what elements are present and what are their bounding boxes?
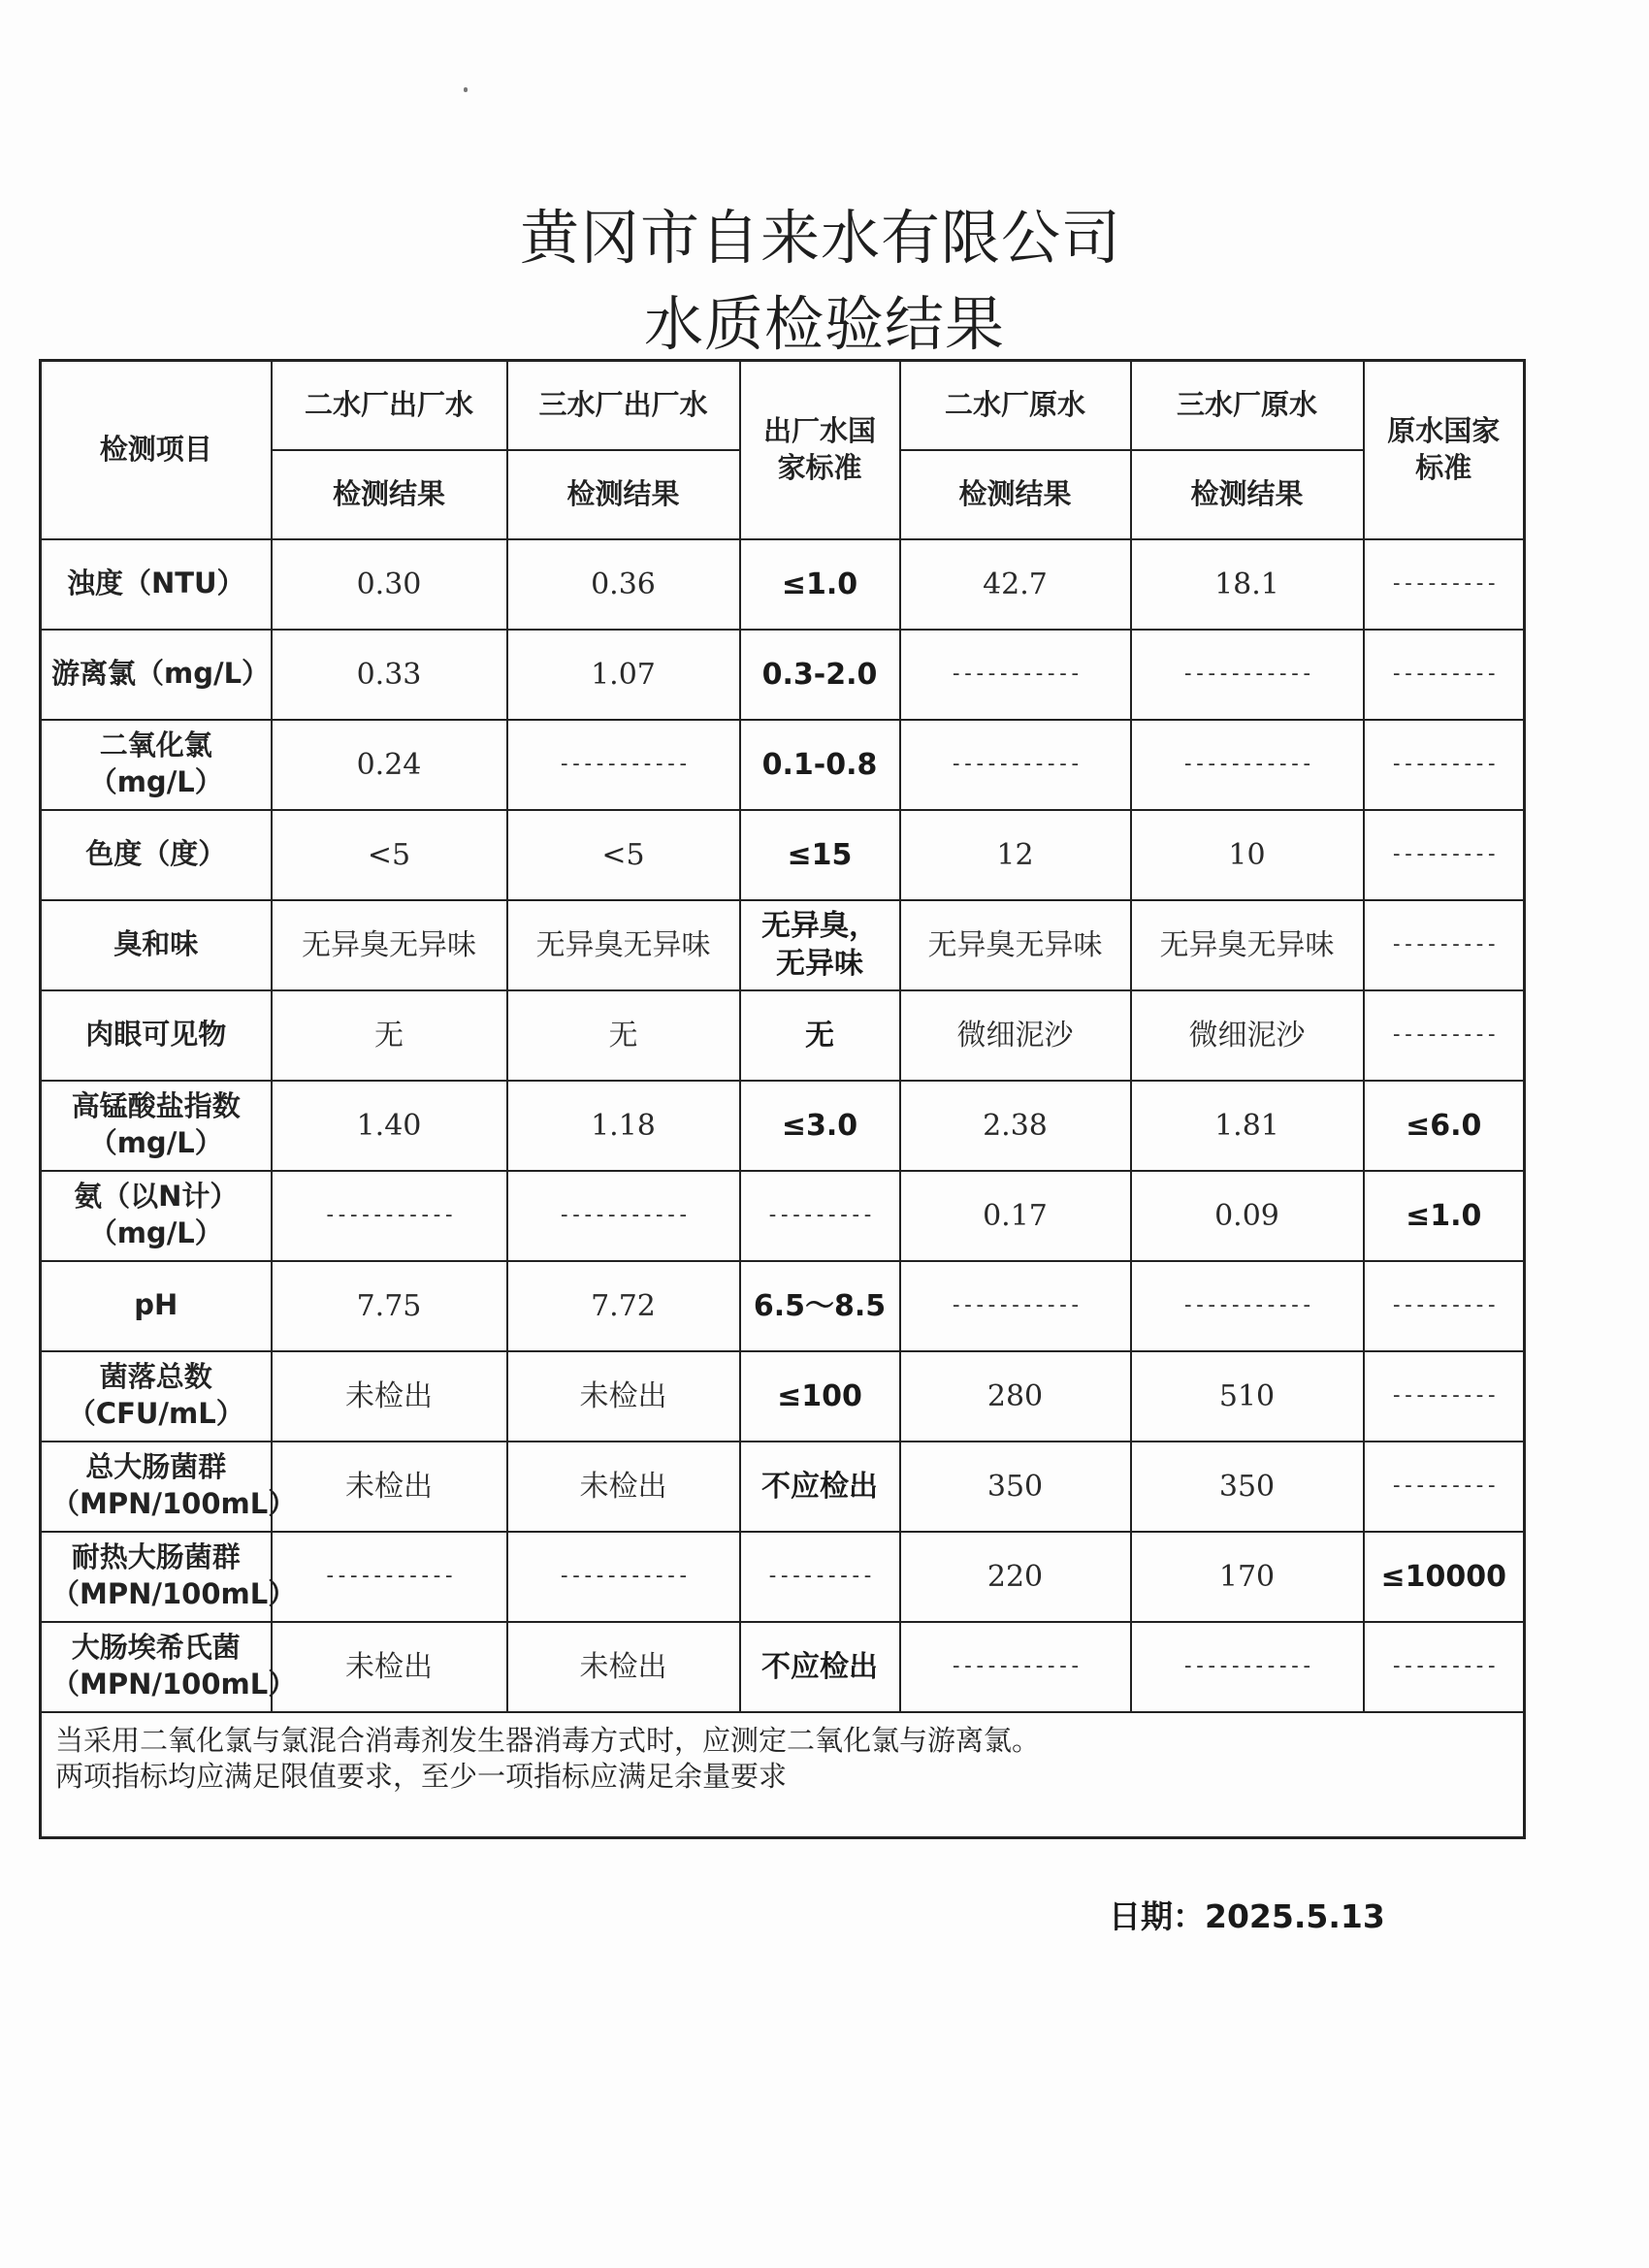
plant2-treated-value: 未检出: [272, 1442, 507, 1532]
plant3-treated-value: -----------: [507, 1532, 740, 1622]
treated-standard-value: ≤3.0: [740, 1081, 900, 1171]
plant2-treated-value: 7.75: [272, 1261, 507, 1351]
plant2-treated-value: -----------: [272, 1532, 507, 1622]
note-line-1: 当采用二氧化氯与氯混合消毒剂发生器消毒方式时，应测定二氧化氯与游离氯。: [55, 1723, 1041, 1757]
plant3-treated-value: 1.18: [507, 1081, 740, 1171]
table-row: [41, 539, 1525, 630]
plant2-raw-value: 12: [900, 810, 1131, 900]
item-name: 高锰酸盐指数（mg/L）: [41, 1081, 272, 1171]
treated-standard-value: ---------: [740, 1171, 900, 1261]
raw-standard-value: ≤6.0: [1364, 1081, 1525, 1171]
treated-standard-value: 0.1-0.8: [740, 720, 900, 810]
plant2-raw-value: 无异臭无异味: [900, 900, 1131, 990]
treated-standard-value: 不应检出: [740, 1622, 900, 1712]
note-row: [41, 1712, 1525, 1838]
table-row: [41, 810, 1525, 900]
plant2-raw-value: -----------: [900, 630, 1131, 720]
table-row: [41, 990, 1525, 1081]
table-row: [41, 900, 1525, 990]
table-row: [41, 1442, 1525, 1532]
treated-standard-value: 不应检出: [740, 1442, 900, 1532]
item-name: 色度（度）: [41, 810, 272, 900]
plant2-raw-value: -----------: [900, 1261, 1131, 1351]
item-name: 肉眼可见物: [41, 990, 272, 1081]
plant2-treated-value: 1.40: [272, 1081, 507, 1171]
plant2-raw-value: 350: [900, 1442, 1131, 1532]
raw-standard-value: ---------: [1364, 990, 1525, 1081]
treated-standard-value: 无: [740, 990, 900, 1081]
plant3-raw-value: 170: [1131, 1532, 1364, 1622]
treated-standard-value: 无异臭，无异味: [740, 900, 900, 990]
scan-speck: [464, 87, 468, 92]
plant3-raw-value: 0.09: [1131, 1171, 1364, 1261]
plant2-raw-value: -----------: [900, 1622, 1131, 1712]
plant2-treated-value: 无异臭无异味: [272, 900, 507, 990]
note-cell: [41, 1712, 1525, 1838]
plant3-raw-value: -----------: [1131, 630, 1364, 720]
report-date: 日期：2025.5.13: [1109, 1897, 1385, 1935]
plant2-treated-value: 0.30: [272, 539, 507, 630]
plant3-treated-value: 未检出: [507, 1351, 740, 1442]
plant2-raw-value: 280: [900, 1351, 1131, 1442]
raw-standard-value: ---------: [1364, 1622, 1525, 1712]
raw-standard-value: ---------: [1364, 810, 1525, 900]
plant3-treated-value: <5: [507, 810, 740, 900]
table-row: [41, 1351, 1525, 1442]
treated-standard-value: ≤15: [740, 810, 900, 900]
plant2-treated-value: 无: [272, 990, 507, 1081]
header-result: 检测结果: [900, 450, 1131, 539]
raw-standard-value: ---------: [1364, 539, 1525, 630]
plant2-treated-value: 0.24: [272, 720, 507, 810]
plant3-raw-value: 微细泥沙: [1131, 990, 1364, 1081]
raw-standard-value: ---------: [1364, 900, 1525, 990]
item-name: 游离氯（mg/L）: [41, 630, 272, 720]
table-row: [41, 1532, 1525, 1622]
table-row: [41, 1622, 1525, 1712]
raw-standard-value: ---------: [1364, 1351, 1525, 1442]
item-name: pH: [41, 1261, 272, 1351]
raw-standard-value: ≤10000: [1364, 1532, 1525, 1622]
plant3-treated-value: 无: [507, 990, 740, 1081]
plant2-treated-value: -----------: [272, 1171, 507, 1261]
header-item: 检测项目: [41, 361, 272, 539]
note-line-2: 两项指标均应满足限值要求，至少一项指标应满足余量要求: [55, 1760, 788, 1794]
plant3-raw-value: 510: [1131, 1351, 1364, 1442]
item-name: 氨（以N计）（mg/L）: [41, 1171, 272, 1261]
plant2-treated-value: <5: [272, 810, 507, 900]
plant2-treated-value: 未检出: [272, 1351, 507, 1442]
plant3-raw-value: 10: [1131, 810, 1364, 900]
plant2-treated-value: 未检出: [272, 1622, 507, 1712]
plant3-raw-value: -----------: [1131, 720, 1364, 810]
plant2-raw-value: 微细泥沙: [900, 990, 1131, 1081]
item-name: 二氧化氯（mg/L）: [41, 720, 272, 810]
raw-standard-value: ---------: [1364, 1261, 1525, 1351]
item-name: 大肠埃希氏菌（MPN/100mL）: [41, 1622, 272, 1712]
item-name: 耐热大肠菌群（MPN/100mL）: [41, 1532, 272, 1622]
table-row: [41, 1171, 1525, 1261]
header-plant3-treated: 三水厂出厂水: [507, 361, 740, 450]
plant3-treated-value: 未检出: [507, 1442, 740, 1532]
plant3-raw-value: -----------: [1131, 1622, 1364, 1712]
plant3-treated-value: 无异臭无异味: [507, 900, 740, 990]
water-quality-table: [39, 359, 1526, 1839]
report-subtitle: 水质检验结果: [643, 290, 1005, 359]
plant2-raw-value: 2.38: [900, 1081, 1131, 1171]
header-row-top: [41, 361, 1525, 450]
plant3-raw-value: 18.1: [1131, 539, 1364, 630]
plant3-raw-value: 350: [1131, 1442, 1364, 1532]
plant3-treated-value: -----------: [507, 720, 740, 810]
plant3-raw-value: 无异臭无异味: [1131, 900, 1364, 990]
item-name: 浊度（NTU）: [41, 539, 272, 630]
plant2-raw-value: 0.17: [900, 1171, 1131, 1261]
plant3-treated-value: -----------: [507, 1171, 740, 1261]
header-raw-standard: 原水国家标准: [1364, 361, 1525, 539]
table-row: [41, 720, 1525, 810]
item-name: 臭和味: [41, 900, 272, 990]
treated-standard-value: ≤100: [740, 1351, 900, 1442]
table-row: [41, 630, 1525, 720]
plant3-treated-value: 7.72: [507, 1261, 740, 1351]
plant3-treated-value: 1.07: [507, 630, 740, 720]
item-name: 菌落总数（CFU/mL）: [41, 1351, 272, 1442]
plant2-raw-value: 220: [900, 1532, 1131, 1622]
treated-standard-value: 6.5～8.5: [740, 1261, 900, 1351]
treated-standard-value: ---------: [740, 1532, 900, 1622]
plant3-treated-value: 未检出: [507, 1622, 740, 1712]
header-result: 检测结果: [1131, 450, 1364, 539]
table-row: [41, 1081, 1525, 1171]
header-result: 检测结果: [272, 450, 507, 539]
item-name: 总大肠菌群（MPN/100mL）: [41, 1442, 272, 1532]
raw-standard-value: ≤1.0: [1364, 1171, 1525, 1261]
plant2-treated-value: 0.33: [272, 630, 507, 720]
raw-standard-value: ---------: [1364, 1442, 1525, 1532]
company-title: 黄冈市自来水有限公司: [519, 204, 1121, 273]
header-treated-standard: 出厂水国家标准: [740, 361, 900, 539]
plant2-raw-value: -----------: [900, 720, 1131, 810]
header-plant2-raw: 二水厂原水: [900, 361, 1131, 450]
plant3-raw-value: -----------: [1131, 1261, 1364, 1351]
raw-standard-value: ---------: [1364, 630, 1525, 720]
header-result: 检测结果: [507, 450, 740, 539]
plant3-raw-value: 1.81: [1131, 1081, 1364, 1171]
raw-standard-value: ---------: [1364, 720, 1525, 810]
treated-standard-value: 0.3-2.0: [740, 630, 900, 720]
plant2-raw-value: 42.7: [900, 539, 1131, 630]
header-plant3-raw: 三水厂原水: [1131, 361, 1364, 450]
table-row: [41, 1261, 1525, 1351]
treated-standard-value: ≤1.0: [740, 539, 900, 630]
plant3-treated-value: 0.36: [507, 539, 740, 630]
header-plant2-treated: 二水厂出厂水: [272, 361, 507, 450]
